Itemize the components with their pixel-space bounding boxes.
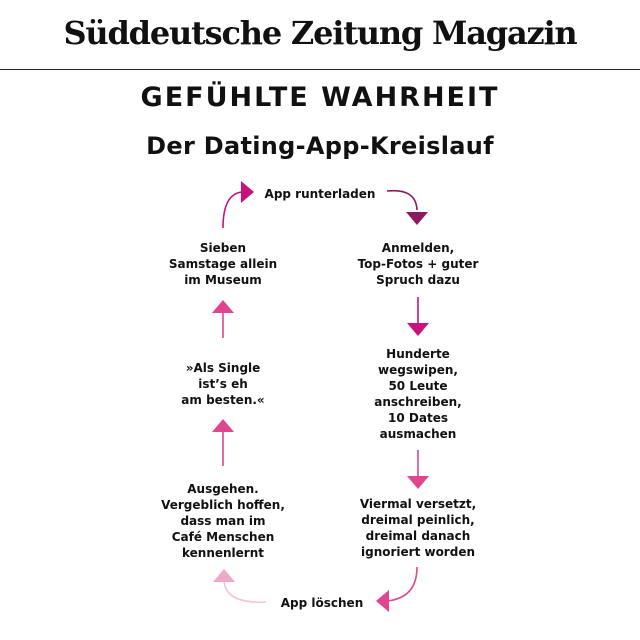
arrow-museum-to-download: [223, 181, 254, 228]
step-download: App runterladen: [264, 187, 376, 201]
step-signup: Anmelden, Top-Fotos + guter Spruch dazu: [357, 241, 479, 287]
step-stood-up: Viermal versetzt, dreimal peinlich, dreimal danach ignoriert worden: [359, 497, 477, 559]
step-museum: Sieben Samstage allein im Museum: [168, 241, 278, 287]
step-going-out: Ausgehen. Vergeblich hoffen, dass man im Café Menschen kennenlernt: [161, 482, 285, 560]
arrow-going-out-to-single: [212, 419, 234, 466]
arrow-stood-up-to-delete: [376, 567, 417, 612]
arrow-single-to-museum: [212, 300, 234, 338]
step-single: »Als Single ist’s eh am besten.«: [181, 361, 265, 407]
arrow-signup-to-swipe: [407, 297, 429, 336]
arrow-download-to-signup: [387, 191, 428, 225]
diagram-title: Der Dating-App-Kreislauf: [146, 132, 494, 160]
arrow-delete-to-going-out: [213, 569, 266, 602]
step-swipe: Hunderte wegswipen, 50 Leute anschreiben, 10 Dates ausmachen: [374, 347, 462, 441]
section-kicker: GEFÜHLTE WAHRHEIT: [140, 82, 500, 113]
arrow-swipe-to-stood-up: [407, 450, 429, 489]
site-logo[interactable]: Süddeutsche Zeitung Magazin: [63, 14, 577, 52]
step-delete: App löschen: [280, 596, 364, 610]
